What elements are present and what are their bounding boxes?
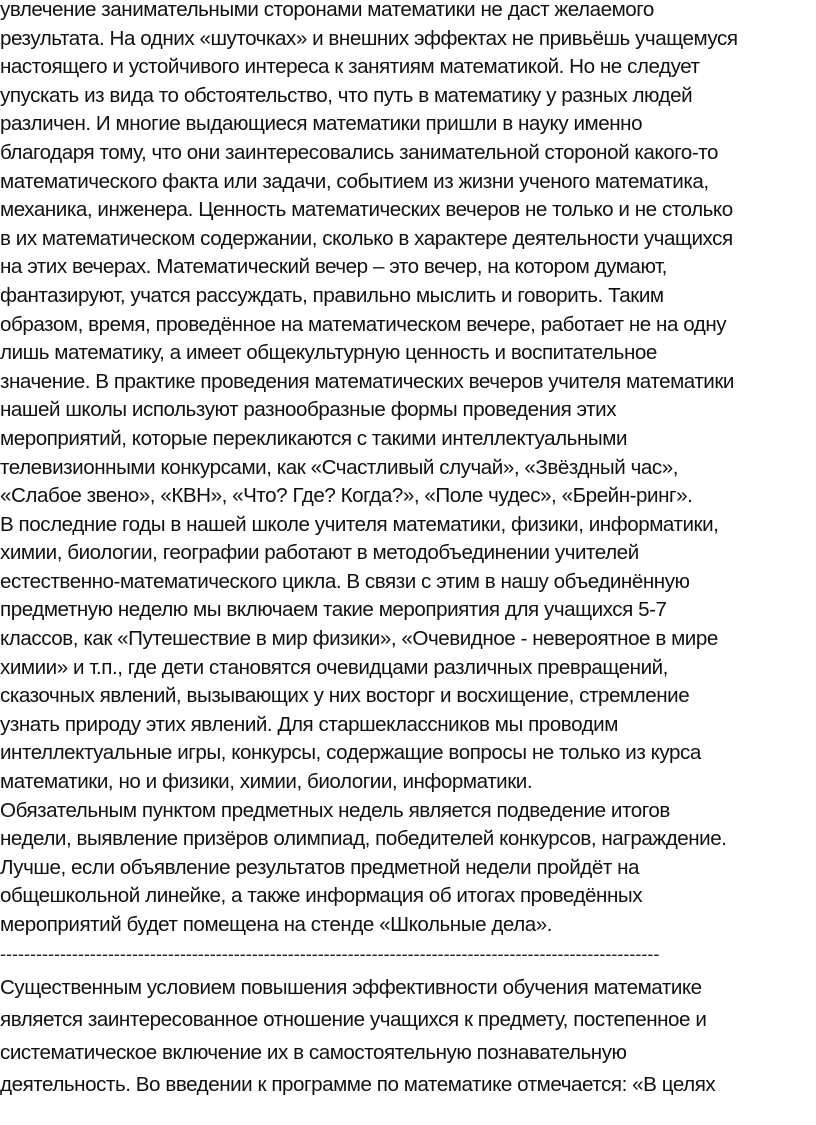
text-line: механика, инженера. Ценность математических вечеров не только и не столько [0, 198, 733, 222]
text-line: благодаря тому, что они заинтересовались занимательной стороной какого-то [0, 140, 718, 164]
text-line: нашей школы используют разнообразные формы проведения этих [0, 398, 617, 422]
text-line: Обязательным пунктом предметных недель является подведение итогов [0, 798, 670, 822]
text-line: химии» и т.п., где дети становятся очевидцами различных превращений, [0, 655, 668, 679]
text-line: Существенным условием повышения эффективности обучения математике [0, 975, 702, 999]
text-line: В последние годы в нашей школе учителя математики, физики, информатики, [0, 512, 719, 536]
text-line: лишь математику, а имеет общекультурную ценность и воспитательное [0, 341, 657, 365]
text-line: мероприятий будет помещена на стенде «Школьные дела». [0, 913, 553, 936]
text-line: является заинтересованное отношение учащихся к предмету, постепенное и [0, 1008, 707, 1032]
text-line: результата. На одних «шуточках» и внешних эффектах не привьёшь учащемуся [0, 26, 738, 50]
text-line: систематическое включение их в самостоятельную познавательную [0, 1040, 627, 1064]
second-text-block [0, 972, 810, 1102]
text-line: телевизионными конкурсами, как «Счастливый случай», «Звёздный час», [0, 455, 678, 479]
text-line: значение. В практике проведения математических вечеров учителя математики [0, 369, 734, 393]
text-line: интеллектуальные игры, конкурсы, содержащие вопросы не только из курса [0, 741, 701, 765]
text-line: классов, как «Путешествие в мир физики», «Очевидное - невероятное в мире [0, 627, 718, 651]
text-line: мероприятий, которые перекликаются с такими интеллектуальными [0, 426, 627, 450]
text-line: упускать из вида то обстоятельство, что путь в математику у разных людей [0, 83, 693, 107]
text-line: математики, но и физики, химии, биологии, информатики. [0, 770, 533, 794]
text-line: общешкольной линейке, а также информация об итогах проведённых [0, 884, 643, 908]
text-line: увлечение занимательными сторонами математики не даст желаемого [0, 0, 654, 21]
text-line: химии, биологии, географии работают в методобъединении учителей [0, 541, 639, 565]
text-line: фантазируют, учатся рассуждать, правильно мыслить и говорить. Таким [0, 283, 664, 307]
text-line: на этих вечерах. Математический вечер – это вечер, на котором думают, [0, 255, 667, 279]
text-line: недели, выявление призёров олимпиад, победителей конкурсов, награждение. [0, 827, 727, 851]
text-line: образом, время, проведённое на математическом вечере, работает не на одну [0, 312, 727, 336]
text-line: сказочных явлений, вызывающих у них восторг и восхищение, стремление [0, 684, 690, 708]
text-line: «Слабое звено», «КВН», «Что? Где? Когда?», «Поле чудес», «Брейн-ринг». [0, 484, 693, 508]
text-line: естественно-математического цикла. В связи с этим в нашу объединённую [0, 569, 690, 593]
text-line: математического факта или задачи, событием из жизни ученого математика, [0, 169, 709, 193]
text-line: деятельность. Во введении к программе по математике отмечается: «В целях [0, 1073, 716, 1097]
text-line: Лучше, если объявление результатов предметной недели пройдёт на [0, 855, 640, 879]
text-line: предметную неделю мы включаем такие мероприятия для учащихся 5-7 [0, 598, 667, 622]
text-line: различен. И многие выдающиеся математики пришли в науку именно [0, 112, 643, 136]
text-line: узнать природу этих явлений. Для старшеклассников мы проводим [0, 712, 618, 736]
section-separator: -------------------------------------------------------------------------------------------------------------- [0, 943, 660, 964]
text-line: настоящего и устойчивого интереса к занятиям математикой. Но не следует [0, 55, 700, 79]
text-line: в их математическом содержании, сколько в характере деятельности учащихся [0, 226, 733, 250]
